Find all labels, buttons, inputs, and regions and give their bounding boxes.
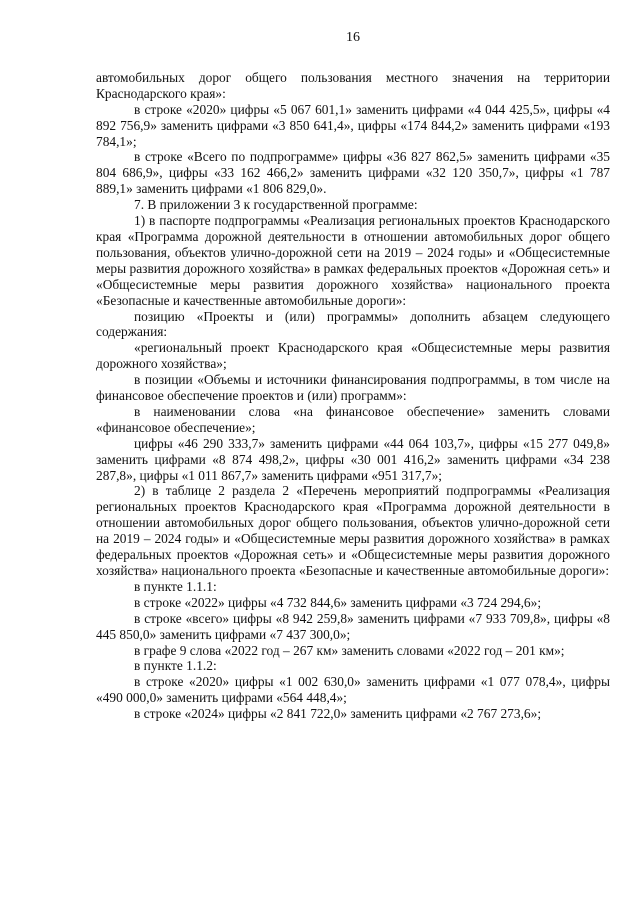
paragraph: в строке «Всего по подпрограмме» цифры «36 827 862,5» заменить цифрами «35 804 686,9», цифры «33 162 466,2» заменить цифрами «32 120 350,7», цифры «1 787 889,1» заменить цифрами «1 806 829,0». [96, 149, 610, 197]
document-page [96, 30, 610, 722]
paragraph: 7. В приложении 3 к государственной программе: [134, 197, 418, 213]
paragraph: цифры «46 290 333,7» заменить цифрами «44 064 103,7», цифры «15 277 049,8» заменить цифрами «8 874 498,2», цифры «30 001 416,2» заменить цифрами «34 238 287,8», цифры «1 011 867,7» заменить цифрами «951 317,7»; [96, 435, 610, 483]
paragraph: в строке «2022» цифры «4 732 844,6» заменить цифрами «3 724 294,6»; [134, 594, 542, 610]
paragraph: автомобильных дорог общего пользования местного значения на территории Краснодарского края»: [96, 69, 610, 101]
paragraph: в позиции «Объемы и источники финансирования подпрограммы, в том числе на финансовое обеспечение проектов и (или) программ»: [96, 372, 610, 404]
paragraph: 1) в паспорте подпрограммы «Реализация региональных проектов Краснодарского края «Программа дорожной деятельности в отношении автомобильных дорог общего пользования, объектов улично-дорожной сети на 2019 – 2024 годы» и «Общесистемные меры развития дорожного хозяйства» в рамках федеральных проектов «Дорожная сеть» и «Общесистемные меры развития дорожного хозяйства» национального проекта «Безопасные и качественные автомобильные дороги»: [96, 213, 610, 308]
paragraph: в графе 9 слова «2022 год – 267 км» заменить словами «2022 год – 201 км»; [134, 642, 565, 658]
paragraph: в пункте 1.1.2: [134, 658, 217, 674]
paragraph: в строке «всего» цифры «8 942 259,8» заменить цифрами «7 933 709,8», цифры «8 445 850,0» заменить цифрами «7 437 300,0»; [96, 610, 610, 642]
paragraph: в наименовании слова «на финансовое обеспечение» заменить словами «финансовое обеспечение»; [96, 403, 610, 435]
paragraph: в строке «2020» цифры «5 067 601,1» заменить цифрами «4 044 425,5», цифры «4 892 756,9» заменить цифрами «3 850 641,4», цифры «174 844,2» заменить цифрами «193 784,1»; [96, 101, 610, 149]
page-number: 16 [346, 30, 360, 45]
paragraph: 2) в таблице 2 раздела 2 «Перечень мероприятий подпрограммы «Реализация региональных проектов Краснодарского края «Программа дорожной деятельности в отношении автомобильных дорог общего пользования, объектов улично-дорожной сети на 2019 – 2024 годы» и «Общесистемные меры развития дорожного хозяйства» в рамках федеральных проектов «Дорожная сеть» и «Общесистемные меры развития дорожного хозяйства» национального проекта «Безопасные и качественные автомобильные дороги»: [96, 483, 610, 578]
paragraph: в пункте 1.1.1: [134, 578, 217, 594]
paragraph: в строке «2020» цифры «1 002 630,0» заменить цифрами «1 077 078,4», цифры «490 000,0» заменить цифрами «564 448,4»; [96, 674, 610, 706]
paragraph: позицию «Проекты и (или) программы» дополнить абзацем следующего содержания: [96, 308, 610, 340]
paragraph: в строке «2024» цифры «2 841 722,0» заменить цифрами «2 767 273,6»; [134, 706, 542, 722]
paragraph: «региональный проект Краснодарского края «Общесистемные меры развития дорожного хозяйства»; [96, 340, 610, 372]
document-body [96, 70, 610, 722]
